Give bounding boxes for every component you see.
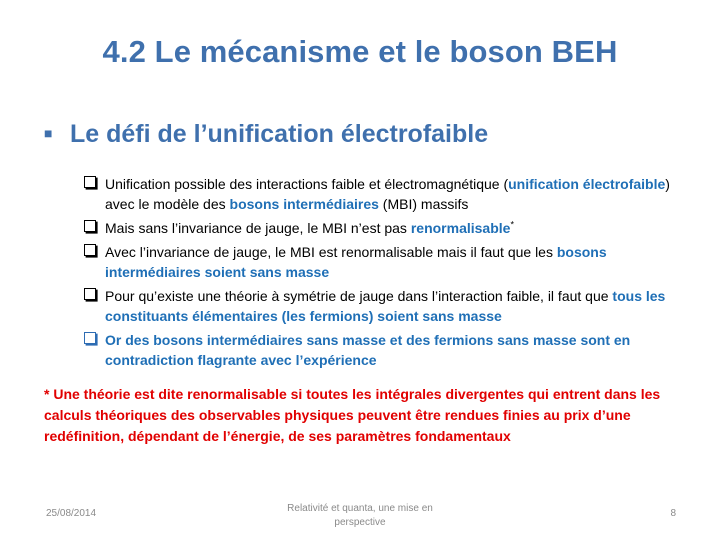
main-bullet-label: Le défi de l’unification électrofaible [70, 120, 489, 148]
slide-title: 4.2 Le mécanisme et le boson BEH [102, 34, 618, 69]
checkbox-icon [84, 176, 96, 188]
square-bullet-icon: ■ [44, 124, 53, 141]
list-item [84, 174, 688, 214]
checkbox-icon [84, 220, 96, 232]
footer-title: Relativité et quanta, une mise en perspective [287, 503, 433, 528]
checkbox-icon [84, 332, 96, 344]
checkbox-icon [84, 244, 96, 256]
page-number: 8 [670, 508, 676, 519]
item-text: Avec l’invariance de jauge, le MBI est renormalisable mais il faut que les bosons intermédiaires soient sans masse [105, 244, 607, 280]
footer-date: 25/08/2014 [46, 508, 97, 519]
list-item [84, 218, 688, 238]
item-text: Or des bosons intermédiaires sans masse et des fermions sans masse sont en contradiction flagrante avec l’expérience [105, 332, 631, 368]
list-item [84, 330, 688, 370]
footnote: * Une théorie est dite renormalisable si toutes les intégrales divergentes qui entrent dans les calculs théoriques des observables physiques peuvent être rendues finies au prix d’une redéfinition, dépendant de l’énergie, de ses paramètres fondamentaux [44, 386, 661, 444]
main-bullet [44, 120, 488, 149]
bullet-list [84, 174, 688, 374]
item-text: Unification possible des interactions faible et électromagnétique (unification électrofaible) avec le modèle des bosons intermédiaires (MBI) massifs [105, 176, 670, 212]
item-text: Mais sans l’invariance de jauge, le MBI n’est pas renormalisable* [105, 219, 514, 236]
item-text: Pour qu’existe une théorie à symétrie de jauge dans l’interaction faible, il faut que tous les constituants élémentaires (les fermions) soient sans masse [105, 288, 666, 324]
list-item [84, 286, 688, 326]
footnote-marker: * [510, 219, 514, 230]
list-item [84, 242, 688, 282]
checkbox-icon [84, 288, 96, 300]
